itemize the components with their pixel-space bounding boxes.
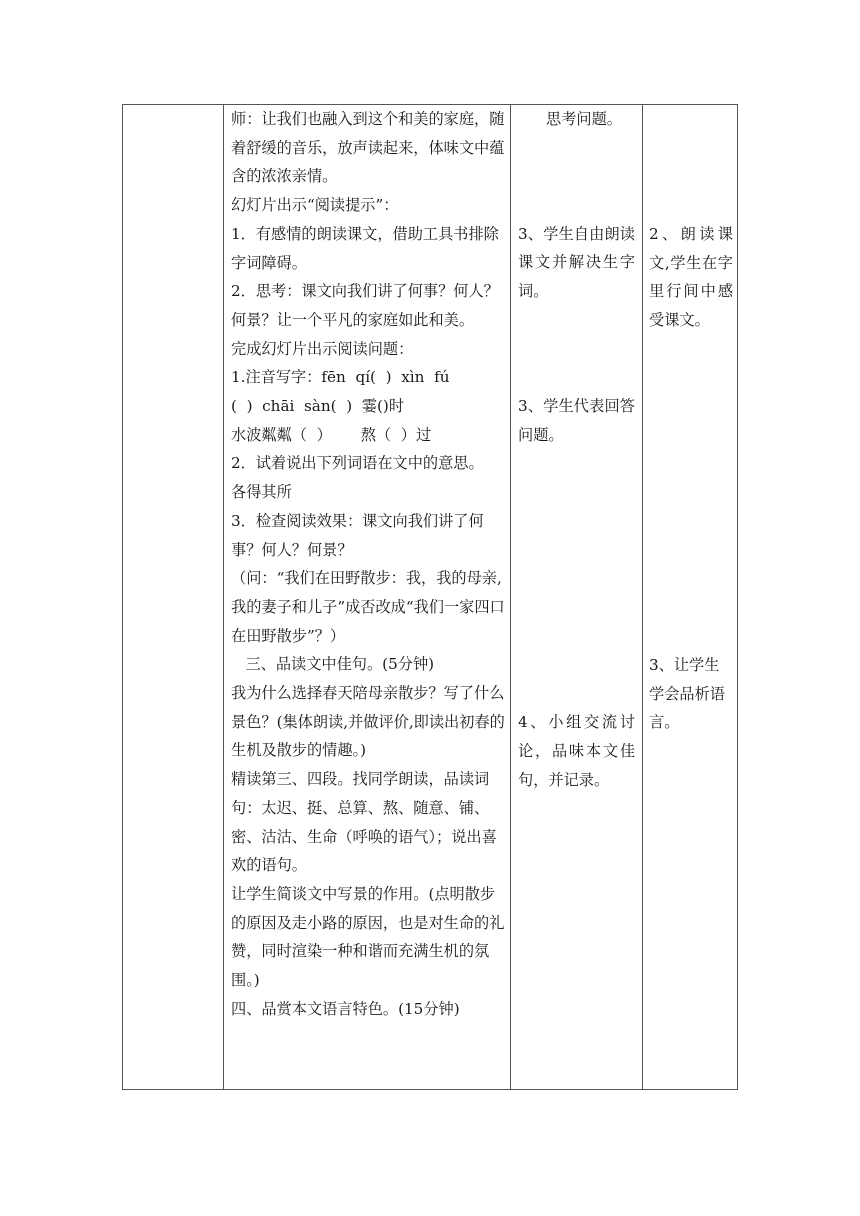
paragraph: 幻灯片出示“阅读提示”： bbox=[231, 196, 399, 215]
column-divider bbox=[510, 105, 511, 1089]
section-heading: 三、品读文中佳句。(5分钟) bbox=[231, 655, 435, 674]
paragraph: 1．有感情的朗读课文，借助工具书排除字词障碍。 bbox=[231, 224, 499, 272]
paragraph: 3、让学生学会品析语言。 bbox=[649, 655, 725, 732]
section-heading: 四、品赏本文语言特色。(15分钟) bbox=[231, 999, 460, 1018]
paragraph: 师：让我们也融入到这个和美的家庭，随着舒缓的音乐，放声读起来，体味文中蕴含的浓浓亲情。 bbox=[231, 110, 505, 186]
paragraph: 4、小组交流讨论，品味本文佳句，并记录。 bbox=[518, 713, 635, 789]
paragraph: 3、学生代表回答问题。 bbox=[518, 396, 635, 444]
design-intent-column bbox=[645, 105, 737, 737]
paragraph: （问：“我们在田野散步：我，我的母亲,我的妻子和儿子”成否改成“我们一家四口在田野散步”？） bbox=[231, 569, 505, 645]
paragraph: 2、朗读课文,学生在字里行间中感受课文。 bbox=[649, 225, 733, 330]
paragraph: 精读第三、四段。找同学朗读，品读词句：太迟、挺、总算、熬、随意、铺、密、沽沽、生命（呼唤的语气）；说出喜欢的语句。 bbox=[231, 770, 497, 875]
paragraph: 1.注音写字：fēn qí( ) xìn fú bbox=[231, 368, 450, 387]
paragraph: 思考问题。 bbox=[546, 110, 622, 128]
paragraph: 完成幻灯片出示阅读问题： bbox=[231, 339, 414, 358]
paragraph: 我为什么选择春天陪母亲散步？写了什么景色？(集体朗读,并做评价,即读出初春的生机及散步的情趣。) bbox=[231, 684, 505, 760]
lesson-plan-table bbox=[122, 104, 738, 1090]
paragraph: 2．试着说出下列词语在文中的意思。 bbox=[231, 454, 484, 473]
teaching-process-column bbox=[226, 105, 510, 1024]
paragraph: 3、学生自由朗读课文并解决生字词。 bbox=[518, 224, 635, 301]
paragraph: ( ) chāi sàn( ) 霎()时 bbox=[231, 397, 405, 416]
column-divider bbox=[223, 105, 224, 1089]
column-divider bbox=[642, 105, 643, 1089]
paragraph: 3．检查阅读效果：课文向我们讲了何事？何人？何景？ bbox=[231, 511, 484, 559]
paragraph: 水波粼粼（ ） 熬（ ）过 bbox=[231, 425, 432, 444]
student-activity-column bbox=[513, 105, 641, 794]
paragraph: 各得其所 bbox=[231, 483, 292, 502]
paragraph: 2．思考：课文向我们讲了何事？何人？何景？让一个平凡的家庭如此和美。 bbox=[231, 282, 499, 329]
paragraph: 让学生简谈文中写景的作用。(点明散步的原因及走小路的原因，也是对生命的礼赞，同时渲染一种和谐而充满生机的氛围。) bbox=[231, 884, 505, 990]
